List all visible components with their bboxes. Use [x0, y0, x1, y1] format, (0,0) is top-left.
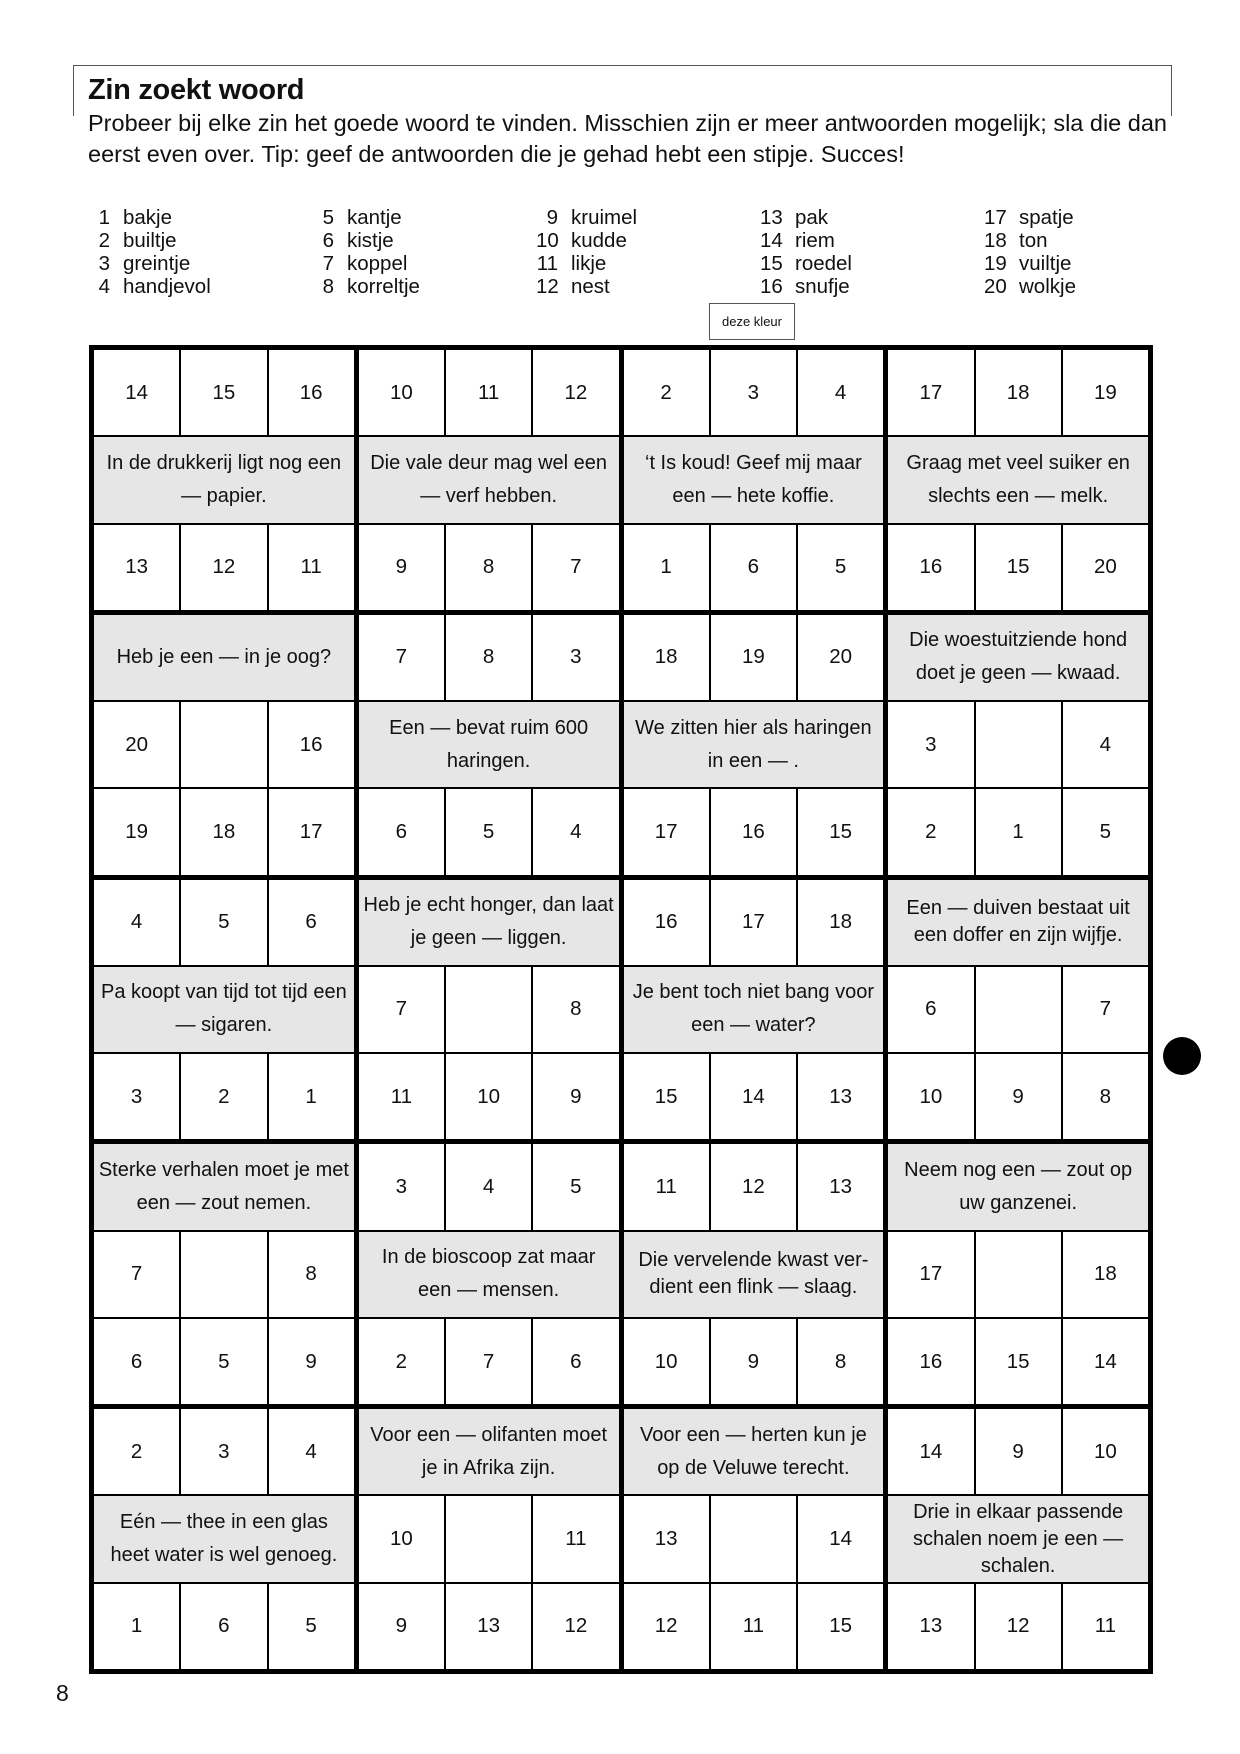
- word-column: [312, 206, 512, 298]
- number-cell[interactable]: 18: [798, 880, 883, 965]
- binder-hole-dot: [1163, 1037, 1201, 1075]
- sentence-clue: [94, 967, 354, 1052]
- number-cell[interactable]: 9: [359, 525, 444, 610]
- number-cell[interactable]: 16: [888, 1319, 973, 1404]
- number-cell[interactable]: 19: [94, 789, 179, 874]
- sentence-text: Die vervelende kwast ver- dient een flink — slaag.: [638, 1249, 869, 1299]
- number-cell[interactable]: 1: [269, 1054, 354, 1139]
- number-cell[interactable]: 12: [711, 1144, 796, 1229]
- sentence-text: Neem nog een — zout op uw ganzenei.: [904, 1159, 1133, 1215]
- sentence-clue: [94, 615, 354, 700]
- sentence-clue: [624, 1232, 884, 1317]
- word-list-item: [312, 252, 512, 275]
- sentence-text: Die vale deur mag wel een — verf hebben.: [370, 451, 608, 507]
- word-label: snufje: [795, 275, 850, 298]
- number-cell[interactable]: 9: [711, 1319, 796, 1404]
- number-cell[interactable]: 13: [798, 1054, 883, 1139]
- word-number: 12: [536, 275, 559, 298]
- page-number: 8: [56, 1680, 69, 1706]
- number-cell[interactable]: 2: [181, 1054, 266, 1139]
- number-cell[interactable]: 5: [446, 789, 531, 874]
- number-cell[interactable]: 8: [798, 1319, 883, 1404]
- number-cell[interactable]: 13: [888, 1584, 973, 1669]
- number-cell[interactable]: 16: [888, 525, 973, 610]
- number-cell[interactable]: 2: [94, 1409, 179, 1494]
- word-number: 17: [984, 206, 1007, 229]
- sentence-text: Pa koopt van tijd tot tijd een — sigaren.: [101, 981, 347, 1037]
- sentence-clue: [888, 1496, 1148, 1581]
- number-cell[interactable]: 11: [446, 350, 531, 435]
- color-legend-box: deze kleur: [709, 303, 795, 340]
- sentence-clue: [359, 1232, 619, 1317]
- word-label: kruimel: [571, 206, 638, 229]
- number-cell[interactable]: 6: [359, 789, 444, 874]
- number-cell[interactable]: 15: [624, 1054, 709, 1139]
- word-number: 19: [984, 252, 1007, 275]
- word-number: 15: [760, 252, 783, 275]
- number-cell[interactable]: 14: [94, 350, 179, 435]
- sentence-clue: [94, 1144, 354, 1229]
- sentence-text: Die woestuitziende hond doet je geen — kwaad.: [909, 629, 1128, 685]
- number-cell[interactable]: [446, 1496, 531, 1581]
- word-number: 6: [322, 229, 334, 252]
- number-cell[interactable]: 3: [533, 615, 618, 700]
- word-number: 9: [546, 206, 558, 229]
- word-list-item: [88, 275, 288, 298]
- number-cell[interactable]: 6: [533, 1319, 618, 1404]
- sentence-text: Een — bevat ruim 600 haringen.: [389, 716, 589, 772]
- word-list-item: [984, 229, 1184, 252]
- sentence-clue: [359, 437, 619, 522]
- word-label: korreltje: [347, 275, 420, 298]
- sentence-clue: [94, 1496, 354, 1581]
- number-cell[interactable]: 9: [269, 1319, 354, 1404]
- number-cell[interactable]: 14: [1063, 1319, 1148, 1404]
- sentence-text: In de bioscoop zat maar een — mensen.: [381, 1246, 596, 1302]
- number-cell[interactable]: 3: [359, 1144, 444, 1229]
- word-list-item: [88, 206, 288, 229]
- number-cell[interactable]: 2: [359, 1319, 444, 1404]
- number-cell[interactable]: [711, 1496, 796, 1581]
- number-cell[interactable]: 8: [446, 615, 531, 700]
- number-cell[interactable]: 10: [1063, 1409, 1148, 1494]
- number-cell[interactable]: 11: [711, 1584, 796, 1669]
- number-cell[interactable]: 10: [359, 350, 444, 435]
- word-label: greintje: [123, 252, 191, 275]
- number-cell[interactable]: 14: [798, 1496, 883, 1581]
- word-list-item: [536, 275, 736, 298]
- word-number: 2: [98, 229, 110, 252]
- word-column: [88, 206, 288, 298]
- word-list-item: [984, 206, 1184, 229]
- word-label: kudde: [571, 229, 627, 252]
- word-number: 11: [536, 252, 558, 275]
- word-list-item: [760, 206, 960, 229]
- word-list-item: [760, 252, 960, 275]
- number-cell[interactable]: 9: [976, 1054, 1061, 1139]
- number-cell[interactable]: 3: [94, 1054, 179, 1139]
- word-label: riem: [795, 229, 835, 252]
- number-cell[interactable]: 20: [1063, 525, 1148, 610]
- number-cell[interactable]: 17: [888, 1232, 973, 1317]
- sentence-text: Heb je echt honger, dan laat je geen — liggen.: [363, 894, 614, 950]
- number-cell[interactable]: 14: [711, 1054, 796, 1139]
- word-number: 1: [98, 206, 110, 229]
- sentence-clue: [359, 880, 619, 965]
- number-cell[interactable]: [181, 702, 266, 787]
- number-cell[interactable]: 3: [888, 702, 973, 787]
- sentence-text: Heb je een — in je oog?: [116, 645, 332, 668]
- word-list-item: [536, 252, 736, 275]
- sentence-clue: [624, 437, 884, 522]
- word-number: 3: [98, 252, 110, 275]
- sentence-text: Een — duiven bestaat uit een doffer en zijn wijfje.: [906, 897, 1130, 947]
- number-cell[interactable]: 20: [798, 615, 883, 700]
- number-cell[interactable]: 7: [533, 525, 618, 610]
- word-number: 8: [322, 275, 334, 298]
- word-list-item: [984, 252, 1184, 275]
- number-cell[interactable]: 13: [798, 1144, 883, 1229]
- word-list-item: [984, 275, 1184, 298]
- number-cell[interactable]: 5: [533, 1144, 618, 1229]
- sentence-clue: [624, 1409, 884, 1494]
- number-cell[interactable]: 9: [359, 1584, 444, 1669]
- word-list: [0, 206, 1240, 306]
- number-cell[interactable]: 7: [94, 1232, 179, 1317]
- number-cell[interactable]: [976, 967, 1061, 1052]
- number-cell[interactable]: 16: [269, 702, 354, 787]
- word-list-item: [312, 275, 512, 298]
- sentence-clue: [359, 1409, 619, 1494]
- number-cell[interactable]: 4: [798, 350, 883, 435]
- number-cell[interactable]: 13: [446, 1584, 531, 1669]
- number-cell[interactable]: 3: [181, 1409, 266, 1494]
- number-cell[interactable]: 10: [359, 1496, 444, 1581]
- word-list-item: [536, 206, 736, 229]
- sentence-text: Eén — thee in een glas heet water is wel genoeg.: [110, 1511, 338, 1567]
- sentence-text: Voor een — olifanten moet je in Afrika zijn.: [370, 1423, 608, 1479]
- number-cell[interactable]: 11: [359, 1054, 444, 1139]
- word-number: 16: [760, 275, 783, 298]
- number-cell[interactable]: 12: [181, 525, 266, 610]
- number-cell[interactable]: 6: [711, 525, 796, 610]
- number-cell[interactable]: 9: [976, 1409, 1061, 1494]
- number-cell[interactable]: 12: [533, 350, 618, 435]
- word-label: koppel: [347, 252, 408, 275]
- number-cell[interactable]: 7: [446, 1319, 531, 1404]
- number-cell[interactable]: 12: [976, 1584, 1061, 1669]
- word-label: kistje: [347, 229, 394, 252]
- number-cell[interactable]: 11: [624, 1144, 709, 1229]
- number-cell[interactable]: 8: [533, 967, 618, 1052]
- number-cell[interactable]: 16: [624, 880, 709, 965]
- word-label: pak: [795, 206, 829, 229]
- number-cell[interactable]: 19: [711, 615, 796, 700]
- word-list-item: [760, 229, 960, 252]
- number-cell[interactable]: 7: [359, 967, 444, 1052]
- number-cell[interactable]: 15: [798, 1584, 883, 1669]
- number-cell[interactable]: 6: [888, 967, 973, 1052]
- number-cell[interactable]: 8: [269, 1232, 354, 1317]
- number-cell[interactable]: 12: [533, 1584, 618, 1669]
- number-cell[interactable]: 4: [1063, 702, 1148, 787]
- word-label: likje: [571, 252, 607, 275]
- number-cell[interactable]: 15: [181, 350, 266, 435]
- number-cell[interactable]: 4: [533, 789, 618, 874]
- number-cell[interactable]: [181, 1232, 266, 1317]
- sentence-text: In de drukkerij ligt nog een — papier.: [106, 451, 342, 507]
- number-cell[interactable]: 17: [888, 350, 973, 435]
- number-cell[interactable]: 2: [624, 350, 709, 435]
- number-cell[interactable]: 16: [711, 789, 796, 874]
- word-column: [984, 206, 1184, 298]
- word-label: wolkje: [1019, 275, 1076, 298]
- number-cell[interactable]: 13: [94, 525, 179, 610]
- word-label: vuiltje: [1019, 252, 1072, 275]
- number-cell[interactable]: 2: [888, 789, 973, 874]
- number-cell[interactable]: 18: [1063, 1232, 1148, 1317]
- sentence-clue: [359, 702, 619, 787]
- number-cell[interactable]: 5: [181, 1319, 266, 1404]
- number-cell[interactable]: 5: [798, 525, 883, 610]
- sentence-text: Voor een — herten kun je op de Veluwe terecht.: [639, 1423, 867, 1479]
- number-cell[interactable]: [976, 702, 1061, 787]
- number-cell[interactable]: 6: [269, 880, 354, 965]
- number-cell[interactable]: 11: [1063, 1584, 1148, 1669]
- sentence-text: ‘t Is koud! Geef mij maar een — hete koffie.: [645, 451, 862, 507]
- number-cell[interactable]: 18: [976, 350, 1061, 435]
- number-cell[interactable]: 5: [181, 880, 266, 965]
- sentence-text: We zitten hier als haringen in een — .: [635, 716, 872, 772]
- word-label: roedel: [795, 252, 852, 275]
- number-cell[interactable]: 9: [533, 1054, 618, 1139]
- sentence-clue: [94, 437, 354, 522]
- number-cell[interactable]: 4: [446, 1144, 531, 1229]
- number-cell[interactable]: 11: [269, 525, 354, 610]
- word-column: [536, 206, 736, 298]
- number-cell[interactable]: 5: [1063, 789, 1148, 874]
- number-cell[interactable]: 15: [976, 525, 1061, 610]
- number-cell[interactable]: 18: [624, 615, 709, 700]
- number-cell[interactable]: 6: [181, 1584, 266, 1669]
- number-cell[interactable]: 8: [1063, 1054, 1148, 1139]
- word-label: ton: [1019, 229, 1048, 252]
- word-number: 18: [984, 229, 1007, 252]
- number-cell[interactable]: 4: [94, 880, 179, 965]
- number-cell[interactable]: 10: [446, 1054, 531, 1139]
- number-cell[interactable]: 3: [711, 350, 796, 435]
- number-cell[interactable]: 1: [94, 1584, 179, 1669]
- sentence-text: Drie in elkaar passende schalen noem je een — schalen.: [913, 1500, 1124, 1577]
- word-number: 14: [760, 229, 783, 252]
- word-list-item: [760, 275, 960, 298]
- number-cell[interactable]: 15: [976, 1319, 1061, 1404]
- sentence-clue: [624, 967, 884, 1052]
- sentence-text: Sterke verhalen moet je met een — zout nemen.: [98, 1159, 349, 1215]
- number-cell[interactable]: 7: [359, 615, 444, 700]
- word-label: bakje: [123, 206, 173, 229]
- instructions: Probeer bij elke zin het goede woord te vinden. Misschien zijn er meer antwoorden mogelijk; sla die dan eerst even over. Tip: geef de antwoorden die je gehad hebt een stipje. Succes!: [88, 110, 1167, 167]
- word-list-item: [312, 229, 512, 252]
- word-list-item: [536, 229, 736, 252]
- number-cell[interactable]: 7: [1063, 967, 1148, 1052]
- word-number: 7: [322, 252, 334, 275]
- number-cell[interactable]: 16: [269, 350, 354, 435]
- word-list-item: [88, 252, 288, 275]
- puzzle-grid: [89, 345, 1153, 1674]
- sentence-text: Je bent toch niet bang voor een — water?: [632, 981, 875, 1037]
- number-cell[interactable]: 10: [888, 1054, 973, 1139]
- number-cell[interactable]: 17: [711, 880, 796, 965]
- number-cell[interactable]: 17: [269, 789, 354, 874]
- word-label: spatje: [1019, 206, 1074, 229]
- number-cell[interactable]: 11: [533, 1496, 618, 1581]
- word-list-item: [88, 229, 288, 252]
- number-cell[interactable]: [446, 967, 531, 1052]
- word-number: 10: [536, 229, 559, 252]
- sentence-clue: [888, 880, 1148, 965]
- number-cell[interactable]: 13: [624, 1496, 709, 1581]
- page-title: Zin zoekt woord: [88, 74, 305, 106]
- word-number: 5: [322, 206, 334, 229]
- number-cell[interactable]: 15: [798, 789, 883, 874]
- word-number: 4: [98, 275, 110, 298]
- word-number: 13: [760, 206, 783, 229]
- word-label: builtje: [123, 229, 177, 252]
- number-cell[interactable]: 18: [181, 789, 266, 874]
- number-cell[interactable]: 6: [94, 1319, 179, 1404]
- sentence-text: Graag met veel suiker en slechts een — melk.: [906, 451, 1130, 507]
- word-label: handjevol: [123, 275, 211, 298]
- word-number: 20: [984, 275, 1007, 298]
- number-cell[interactable]: 17: [624, 789, 709, 874]
- number-cell[interactable]: 8: [446, 525, 531, 610]
- word-column: [760, 206, 960, 298]
- number-cell[interactable]: [976, 1232, 1061, 1317]
- number-cell[interactable]: 10: [624, 1319, 709, 1404]
- sentence-clue: [888, 1144, 1148, 1229]
- number-cell[interactable]: 19: [1063, 350, 1148, 435]
- number-cell[interactable]: 4: [269, 1409, 354, 1494]
- number-cell[interactable]: 5: [269, 1584, 354, 1669]
- sentence-clue: [888, 615, 1148, 700]
- number-cell[interactable]: 14: [888, 1409, 973, 1494]
- number-cell[interactable]: 12: [624, 1584, 709, 1669]
- number-cell[interactable]: 20: [94, 702, 179, 787]
- word-label: nest: [571, 275, 610, 298]
- word-label: kantje: [347, 206, 402, 229]
- word-list-item: [312, 206, 512, 229]
- number-cell[interactable]: 1: [976, 789, 1061, 874]
- number-cell[interactable]: 1: [624, 525, 709, 610]
- sentence-clue: [888, 437, 1148, 522]
- sentence-clue: [624, 702, 884, 787]
